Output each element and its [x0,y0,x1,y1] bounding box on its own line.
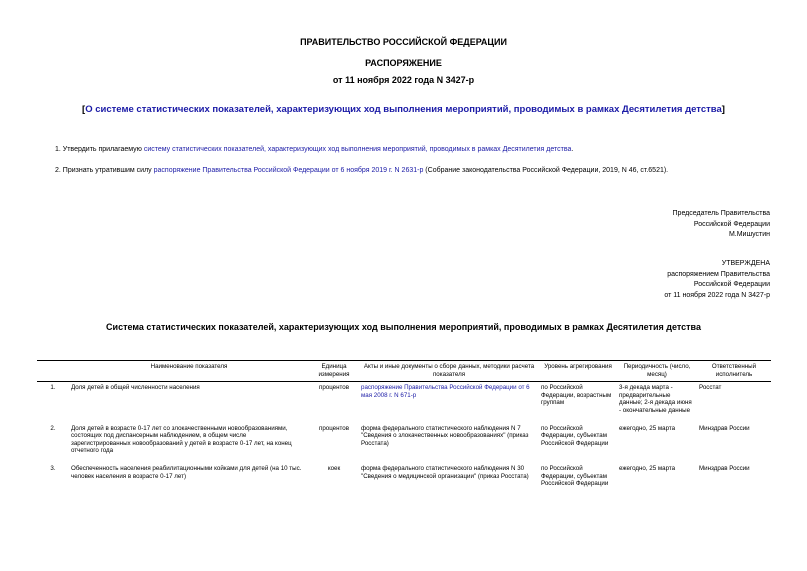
header-period: Периодичность (число, месяц) [617,361,697,382]
row-name: Доля детей в общей численности населения [71,384,200,392]
document-date-number: от 11 ноября 2022 года N 3427-р [332,75,475,85]
signature-block [673,209,770,241]
row-unit: коек [327,464,341,472]
approval-line-1: УТВЕРЖДЕНА [721,260,770,267]
point-2-link[interactable]: распоряжение Правительства Российской Федерации от 6 ноября 2019 г. N 2631-р [153,167,424,174]
row-acts-link[interactable]: распоряжение Правительства Российской Федерации от 6 мая 2008 г. N 671-р [361,384,530,399]
point-2 [55,167,668,174]
point-2-text: 2. Признать утратившим силу [55,167,154,174]
header-name: Наименование показателя [69,361,309,382]
table-row [37,382,771,423]
row-acts: форма федерального статистического наблюдения N 30 "Сведения о медицинской организации" (приказ Росстата) [361,464,529,480]
table-row [37,423,771,463]
point-1-text: 1. Утвердить прилагаемую [55,146,144,153]
row-period: ежегодно, 25 марта [619,424,676,432]
table-header-row [37,361,771,382]
document-type: РАСПОРЯЖЕНИЕ [365,58,442,68]
point-1-end: . [571,146,574,153]
row-period: 3-я декада марта - предварительные данные; 2-я декада июня - окончательные данные [619,384,692,414]
document-title-link[interactable]: О системе статистических показателей, характеризующих ход выполнения мероприятий, проводимых в рамках Десятилетия детства [85,104,722,115]
row-acts: форма федерального статистического наблюдения N 7 "Сведения о злокачественных новообразованиях" (приказ Росстата) [361,424,529,447]
point-1 [55,146,573,153]
header-acts: Акты и иные документы о сборе данных, методики расчета показателя [359,361,539,382]
row-number: 2. [50,424,56,432]
row-unit: процентов [318,424,350,432]
indicators-table [37,360,771,496]
point-1-link[interactable]: систему статистических показателей, характеризующих ход выполнения мероприятий, проводимых в рамках Десятилетия детства [143,146,572,153]
row-number: 1. [50,384,56,392]
government-heading: ПРАВИТЕЛЬСТВО РОССИЙСКОЙ ФЕДЕРАЦИИ [300,37,507,47]
header-level: Уровень агрегирования [539,361,617,382]
title-bracket-close: ] [721,104,725,115]
row-level: по Российской Федерации, субъектам Российской Федерации [541,464,609,488]
signature-line-3: М.Мишустин [728,231,770,238]
signature-line-1: Председатель Правительства [672,210,770,217]
point-2-end: (Собрание законодательства Российской Федерации, 2019, N 46, ст.6521). [423,167,669,174]
table-row [37,463,771,496]
title-bracket-open: [ [82,104,86,115]
row-name: Обеспеченность населения реабилитационными койками для детей (на 10 тыс. человек населения в возрасте 0-17 лет) [71,464,302,480]
approval-block [664,259,770,301]
system-title: Система статистических показателей, характеризующих ход выполнения мероприятий, проводимых в рамках Десятилетия детства [106,322,701,332]
row-period: ежегодно, 25 марта [619,464,676,472]
row-number: 3. [50,464,56,472]
row-unit: процентов [318,384,350,392]
row-responsible: Минздрав России [699,424,750,432]
row-responsible: Минздрав России [699,464,750,472]
approval-line-3: Российской Федерации [693,281,770,288]
signature-line-2: Российской Федерации [693,220,770,228]
header-unit: Единица измерения [309,361,359,382]
row-name: Доля детей в возрасте 0-17 лет со злокачественными новообразованиями, состоящих под диспансерным наблюдением, в общем числе зарегистрированных новообразований у детей в возрасте 0-17 лет, на конец отчетного года [71,424,292,455]
approval-line-2: распоряжением Правительства [667,270,770,278]
approval-line-4: от 11 ноября 2022 года N 3427-р [664,291,770,299]
document-title [0,104,807,115]
row-level: по Российской Федерации, субъектам Российской Федерации [541,424,609,447]
header-num [37,361,69,382]
row-responsible: Росстат [699,384,722,392]
header-responsible: Ответственный исполнитель [697,361,771,382]
row-level: по Российской Федерации, возрастным группам [541,384,612,407]
